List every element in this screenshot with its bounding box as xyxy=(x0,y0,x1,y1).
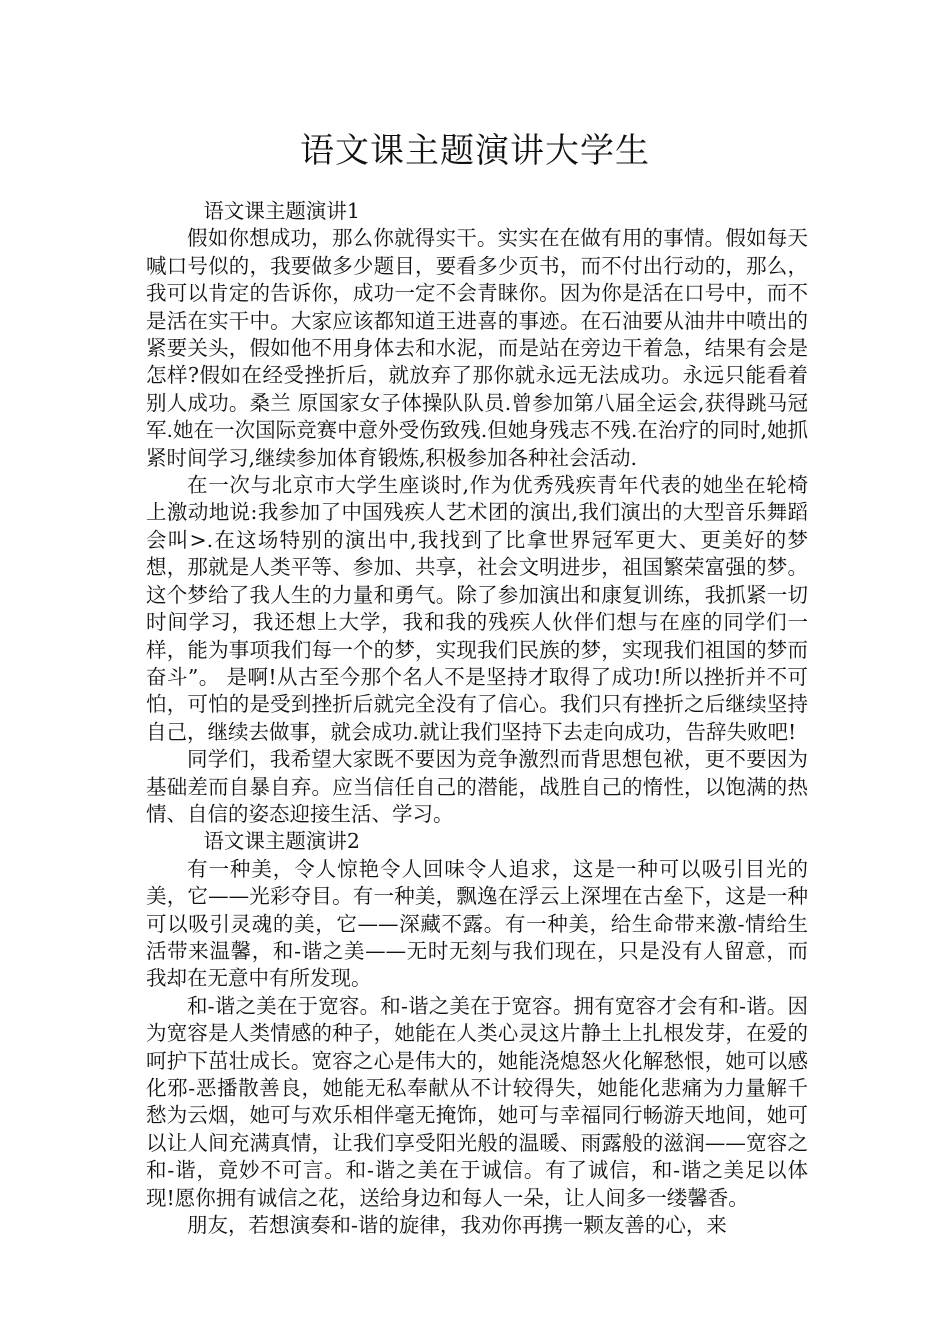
paragraph-3: 同学们，我希望大家既不要因为竞争激烈而背思想包袱，更不要因为基础差而自暴自弃。应当信任自己的潜能，战胜自己的惰性，以饱满的热情、自信的姿态迎接生活、学习。 xyxy=(146,747,808,826)
paragraph-5: 和-谐之美在于宽容。和-谐之美在于宽容。拥有宽容才会有和-谐。因为宽容是人类情感的种子，她能在人类心灵这片静土上扎根发芽，在爱的呵护下茁壮成长。宽容之心是伟大的，她能浇熄怒火化解愁恨，她可以感化邪-恶播散善良，她能无私奉献从不计较得失，她能化悲痛为力量解千愁为云烟，她可与欢乐相伴毫无掩饰，她可与幸福同行畅游天地间，她可以让人间充满真情，让我们享受阳光般的温暖、雨露般的滋润——宽容之和-谐，竟妙不可言。和-谐之美在于诚信。有了诚信，和-谐之美足以体现!愿你拥有诚信之花，送给身边和每人一朵，让人间多一缕馨香。 xyxy=(146,993,808,1210)
document-body xyxy=(146,198,808,1239)
paragraph-2: 在一次与北京市大学生座谈时,作为优秀残疾青年代表的她坐在轮椅上激动地说:我参加了中国残疾人艺术团的演出,我们演出的大型音乐舞蹈会叫>.在这场特别的演出中,我找到了比拿世界冠军更大、更美好的梦想，那就是人类平等、参加、共享，社会文明进步，祖国繁荣富强的梦。这个梦给了我人生的力量和勇气。除了参加演出和康复训练，我抓紧一切时间学习，我还想上大学，我和我的残疾人伙伴们想与在座的同学们一样，能为事项我们每一个的梦，实现我们民族的梦，实现我们祖国的梦而奋斗”。 是啊!从古至今那个名人不是坚持才取得了成功!所以挫折并不可怕，可怕的是受到挫折后就完全没有了信心。我们只有挫折之后继续坚持自己，继续去做事，就会成功.就让我们坚持下去走向成功，告辞失败吧! xyxy=(146,473,808,744)
document-title: 语文课主题演讲大学生 xyxy=(300,131,650,171)
section-heading-2: 语文课主题演讲2 xyxy=(203,829,360,854)
paragraph-6: 朋友，若想演奏和-谐的旋律，我劝你再携一颗友善的心，来 xyxy=(187,1213,727,1238)
paragraph-1: 假如你想成功，那么你就得实干。实实在在做有用的事情。假如每天喊口号似的，我要做多少题目，要看多少页书，而不付出行动的，那么，我可以肯定的告诉你，成功一定不会青睐你。因为你是活在口号中，而不是活在实干中。大家应该都知道王进喜的事迹。在石油要从油井中喷出的紧要关头，假如他不用身体去和水泥，而是站在旁边干着急，结果有会是怎样?假如在经受挫折后，就放弃了那你就永远无法成功。永远只能看着别人成功。桑兰 原国家女子体操队队员.曾参加第八届全运会,获得跳马冠军.她在一次国际竞赛中意外受伤致残.但她身残志不残.在治疗的同时,她抓紧时间学习,继续参加体育锻炼,积极参加各种社会活动. xyxy=(146,226,808,470)
section-heading-1: 语文课主题演讲1 xyxy=(203,199,360,223)
paragraph-4: 有一种美，令人惊艳令人回味令人追求，这是一种可以吸引目光的美，它——光彩夺目。有一种美，飘逸在浮云上深埋在古垒下，这是一种可以吸引灵魂的美，它——深藏不露。有一种美，给生命带来激-情给生活带来温馨，和-谐之美——无时无刻与我们现在，只是没有人留意，而我却在无意中有所发现。 xyxy=(146,856,808,991)
